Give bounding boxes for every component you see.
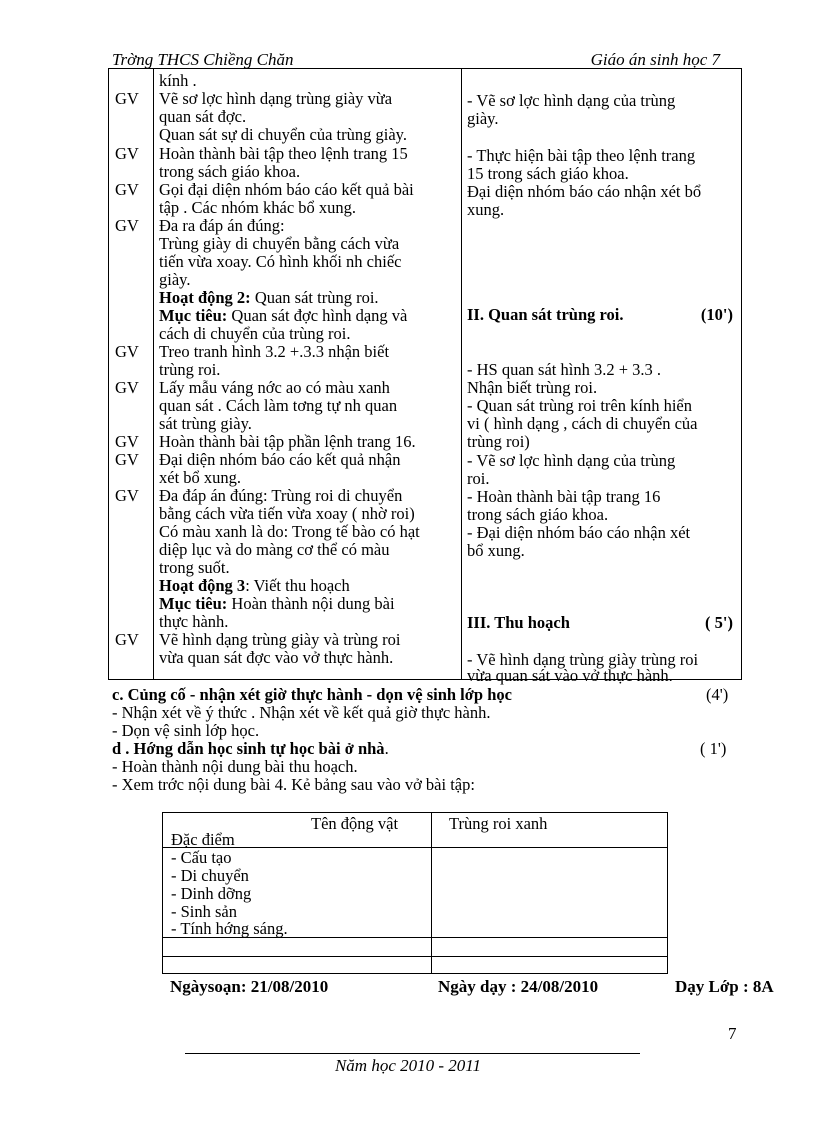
activity-line: Trùng giày di chuyển bằng cách vừa <box>159 234 400 253</box>
table-divider-1 <box>153 69 154 679</box>
teacher-label: GV <box>115 450 139 469</box>
objective-text: Quan sát đợc hình dạng và <box>231 306 408 325</box>
activity-line: cách di chuyển của trùng roi. <box>159 324 351 343</box>
activity-2-heading <box>159 289 379 307</box>
student-line: roi. <box>467 469 490 488</box>
section-c-line: - Dọn vệ sinh lớp học. <box>112 721 260 740</box>
page-number: 7 <box>728 1024 737 1043</box>
objective-3 <box>159 595 395 613</box>
activity-line: diệp lục và do màng cơ thể có màu <box>159 540 390 559</box>
activity-line: Hoàn thành bài tập theo lệnh trang 15 <box>159 144 408 163</box>
student-line: vừa quan sát vào vở thực hành. <box>467 666 673 685</box>
section-d-title <box>112 740 389 758</box>
teach-date: Ngày dạy : 24/08/2010 <box>438 977 599 996</box>
worksheet-row-rule <box>163 847 667 848</box>
section-c-time: (4') <box>706 685 729 704</box>
student-line: - Hoàn thành bài tập trang 16 <box>467 487 661 506</box>
objective-label: Mục tiêu: <box>159 306 228 325</box>
section-iii-time: ( 5') <box>705 613 733 632</box>
activity-line: quan sát . Cách làm tơng tự nh quan <box>159 396 398 415</box>
section-ii-time: (10') <box>700 305 733 324</box>
student-line: trùng roi) <box>467 432 530 451</box>
teacher-label: GV <box>115 144 139 163</box>
activity-line: Gọi đại diện nhóm báo cáo kết quả bài <box>159 180 414 199</box>
section-d-title-end: . <box>384 739 389 758</box>
teacher-label: GV <box>115 342 139 361</box>
activity-line: Vẽ sơ lợc hình dạng trùng giày vừa <box>159 89 393 108</box>
table-divider-2 <box>461 69 462 679</box>
activity-line: thực hành. <box>159 612 229 631</box>
lesson-table <box>108 68 742 685</box>
worksheet-row-rule <box>163 956 667 957</box>
section-d-line: - Xem trớc nội dung bài 4. Kẻ bảng sau vào vở bài tập: <box>112 775 475 794</box>
section-ii-title: II. Quan sát trùng roi. <box>467 305 624 324</box>
table-row: - Cấu tạo <box>171 848 232 867</box>
table-row: - Di chuyển <box>171 866 249 885</box>
header-characteristic: Đặc điểm <box>171 830 235 849</box>
student-line: - HS quan sát hình 3.2 + 3.3 . <box>467 360 662 379</box>
student-line: Đại diện nhóm báo cáo nhận xét bổ <box>467 182 702 201</box>
student-line: - Vẽ hình dạng trùng giày trùng roi <box>467 650 699 669</box>
activity-line: giày. <box>159 270 191 289</box>
activity-2-label: Hoạt động 2: <box>159 288 251 307</box>
table-row: - Dinh dỡng <box>171 884 252 903</box>
activity-line: tiến vừa xoay. Có hình khối nh chiếc <box>159 252 402 271</box>
activity-line: quan sát đợc. <box>159 107 247 126</box>
class-label: Dạy Lớp : 8A <box>675 977 774 996</box>
footer-rule <box>185 1053 640 1054</box>
activity-line: Hoàn thành bài tập phần lệnh trang 16. <box>159 432 416 451</box>
activity-line: Quan sát sự di chuyển của trùng giày. <box>159 125 407 144</box>
prep-date: Ngàysoạn: 21/08/2010 <box>170 977 329 996</box>
header-school: Trờng THCS Chiềng Chăn <box>112 50 294 69</box>
school-year: Năm học 2010 - 2011 <box>334 1056 482 1075</box>
table-row: - Sinh sản <box>171 902 237 921</box>
objective-label: Mục tiêu: <box>159 594 228 613</box>
student-line: - Thực hiện bài tập theo lệnh trang <box>467 146 696 165</box>
student-line: - Quan sát trùng roi trên kính hiển <box>467 396 692 415</box>
section-d-title-text: d . Hớng dẫn học sinh tự học bài ở nhà <box>112 739 385 758</box>
activity-line: tập . Các nhóm khác bổ xung. <box>159 198 357 217</box>
activity-line: Vẽ hình dạng trùng giày và trùng roi <box>159 630 401 649</box>
student-line: bổ xung. <box>467 541 525 560</box>
activity-line: Có màu xanh là do: Trong tế bào có hạt <box>159 522 420 541</box>
teacher-label: GV <box>115 432 139 451</box>
header-subject: Giáo án sinh học 7 <box>590 50 720 69</box>
header-euglena: Trùng roi xanh <box>449 814 548 833</box>
teacher-label: GV <box>115 486 139 505</box>
activity-line: bằng cách vừa tiến vừa xoay ( nhờ roi) <box>159 504 415 523</box>
student-line: vi ( hình dạng , cách di chuyển của <box>467 414 698 433</box>
section-d-line: - Hoàn thành nội dung bài thu hoạch. <box>112 757 358 776</box>
header-animal-name: Tên động vật <box>311 814 399 833</box>
student-line: xung. <box>467 200 505 219</box>
teacher-label: GV <box>115 378 139 397</box>
student-line: trong sách giáo khoa. <box>467 505 609 524</box>
activity-line: trùng roi. <box>159 360 221 379</box>
activity-line: Đại diện nhóm báo cáo kết quả nhận <box>159 450 401 469</box>
teacher-label: GV <box>115 630 139 649</box>
section-d-time: ( 1') <box>700 739 727 758</box>
activity-line: trong suốt. <box>159 558 230 577</box>
activity-line: trong sách giáo khoa. <box>159 162 301 181</box>
activity-3-heading <box>159 577 350 595</box>
activity-line: Lấy mẫu váng nớc ao có màu xanh <box>159 378 390 397</box>
objective-text: Hoàn thành nội dung bài <box>231 594 395 613</box>
activity-2-text: Quan sát trùng roi. <box>254 288 379 307</box>
student-line: 15 trong sách giáo khoa. <box>467 164 629 183</box>
activity-line: xét bổ xung. <box>159 468 242 487</box>
table-row: - Tính hớng sáng. <box>171 919 288 938</box>
worksheet-divider <box>431 813 432 973</box>
student-line: - Đại diện nhóm báo cáo nhận xét <box>467 523 691 542</box>
activity-line: Treo tranh hình 3.2 +.3.3 nhận biết <box>159 342 390 361</box>
section-c-title: c. Củng cố - nhận xét giờ thực hành - dọn vệ sinh lớp học <box>112 685 512 704</box>
teacher-label: GV <box>115 180 139 199</box>
activity-line: kính . <box>159 71 197 90</box>
worksheet-table <box>162 812 668 974</box>
activity-line: sát trùng giày. <box>159 414 252 433</box>
activity-line: Đa đáp án đúng: Trùng roi di chuyển <box>159 486 403 505</box>
student-line: - Vẽ sơ lợc hình dạng của trùng <box>467 451 676 470</box>
teacher-label: GV <box>115 89 139 108</box>
objective-2 <box>159 307 407 325</box>
student-line: - Vẽ sơ lợc hình dạng của trùng <box>467 91 676 110</box>
section-c-line: - Nhận xét về ý thức . Nhận xét về kết quả giờ thực hành. <box>112 703 491 722</box>
activity-3-text: : Viết thu hoạch <box>245 576 350 595</box>
activity-line: vừa quan sát đợc vào vở thực hành. <box>159 648 394 667</box>
activity-line: Đa ra đáp án đúng: <box>159 216 285 235</box>
section-iii-title: III. Thu hoạch <box>467 613 570 632</box>
student-line: Nhận biết trùng roi. <box>467 378 598 397</box>
activity-3-label: Hoạt động 3 <box>159 576 246 595</box>
teacher-label: GV <box>115 216 139 235</box>
student-line: giày. <box>467 109 499 128</box>
